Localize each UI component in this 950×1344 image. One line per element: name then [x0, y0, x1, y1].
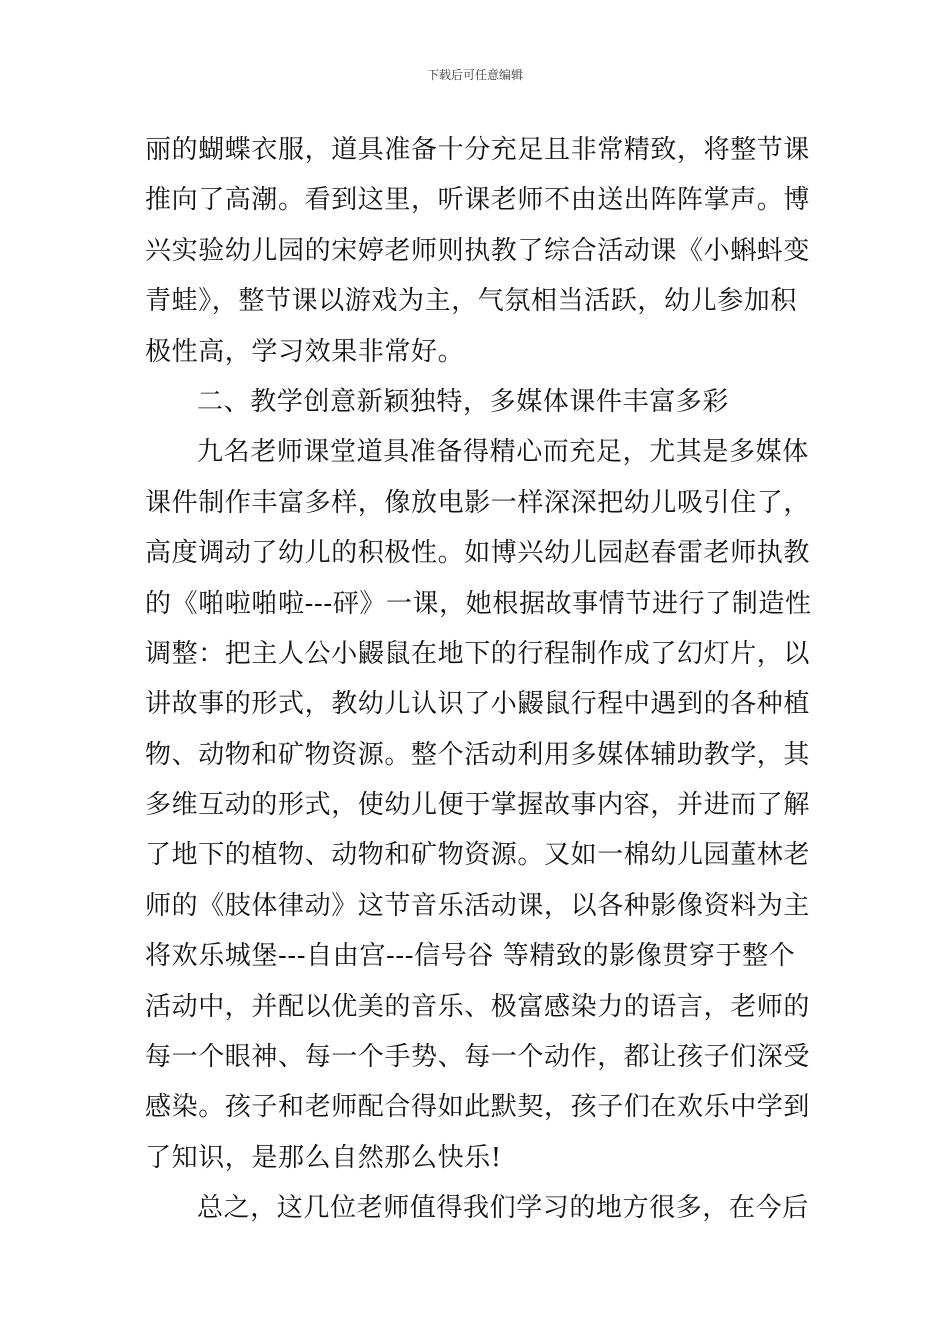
text-line: 总之，这几位老师值得我们学习的地方很多，在今后: [197, 1193, 809, 1224]
text-line: 兴实验幼儿园的宋婷老师则执教了综合活动课《小蝌蚪变: [145, 235, 811, 266]
text-line: 高度调动了幼儿的积极性。如博兴幼儿园赵春雷老师执教: [145, 538, 811, 569]
text-line: 的《啪啦啪啦---砰》一课，她根据故事情节进行了制造性: [145, 588, 812, 619]
text-line: 了知识，是那么自然那么快乐!: [145, 1142, 502, 1173]
text-line: 推向了高潮。看到这里，听课老师不由送出阵阵掌声。博: [145, 185, 811, 216]
text-line: 物、动物和矿物资源。整个活动利用多媒体辅助教学，其: [145, 739, 811, 770]
text-line: 感染。孩子和老师配合得如此默契，孩子们在欢乐中学到: [145, 1092, 811, 1123]
page-header: 下载后可任意编辑: [426, 68, 523, 82]
text-line: 师的《肢体律动》这节音乐活动课，以各种影像资料为主: [145, 890, 811, 921]
text-line: 课件制作丰富多样，像放电影一样深深把幼儿吸引住了，: [145, 487, 811, 518]
text-line: 活动中，并配以优美的音乐、极富感染力的语言，老师的: [145, 991, 811, 1022]
text-line: 调整：把主人公小鼹鼠在地下的行程制作成了幻灯片，以: [145, 638, 811, 669]
text-line: 青蛙》，整节课以游戏为主，气氛相当活跃，幼儿参加积: [145, 286, 798, 317]
text-line: 讲故事的形式，教幼儿认识了小鼹鼠行程中遇到的各种植: [145, 689, 811, 720]
text-line: 多维互动的形式，使幼儿便于掌握故事内容，并进而了解: [145, 790, 811, 821]
text-line: 九名老师课堂道具准备得精心而充足，尤其是多媒体: [197, 437, 809, 468]
text-line: 了地下的植物、动物和矿物资源。又如一棉幼儿园董林老: [145, 840, 811, 871]
text-line: 二、教学创意新颖独特，多媒体课件丰富多彩: [197, 386, 730, 417]
text-line: 将欢乐城堡---自由宫---信号谷 等精致的影像贯穿于整个: [145, 941, 796, 972]
text-line: 每一个眼神、每一个手势、每一个动作，都让孩子们深受: [145, 1042, 811, 1073]
document-body: [145, 125, 810, 1234]
text-line: 极性高，学习效果非常好。: [145, 336, 465, 367]
text-line: 丽的蝴蝶衣服，道具准备十分充足且非常精致，将整节课: [145, 135, 811, 165]
